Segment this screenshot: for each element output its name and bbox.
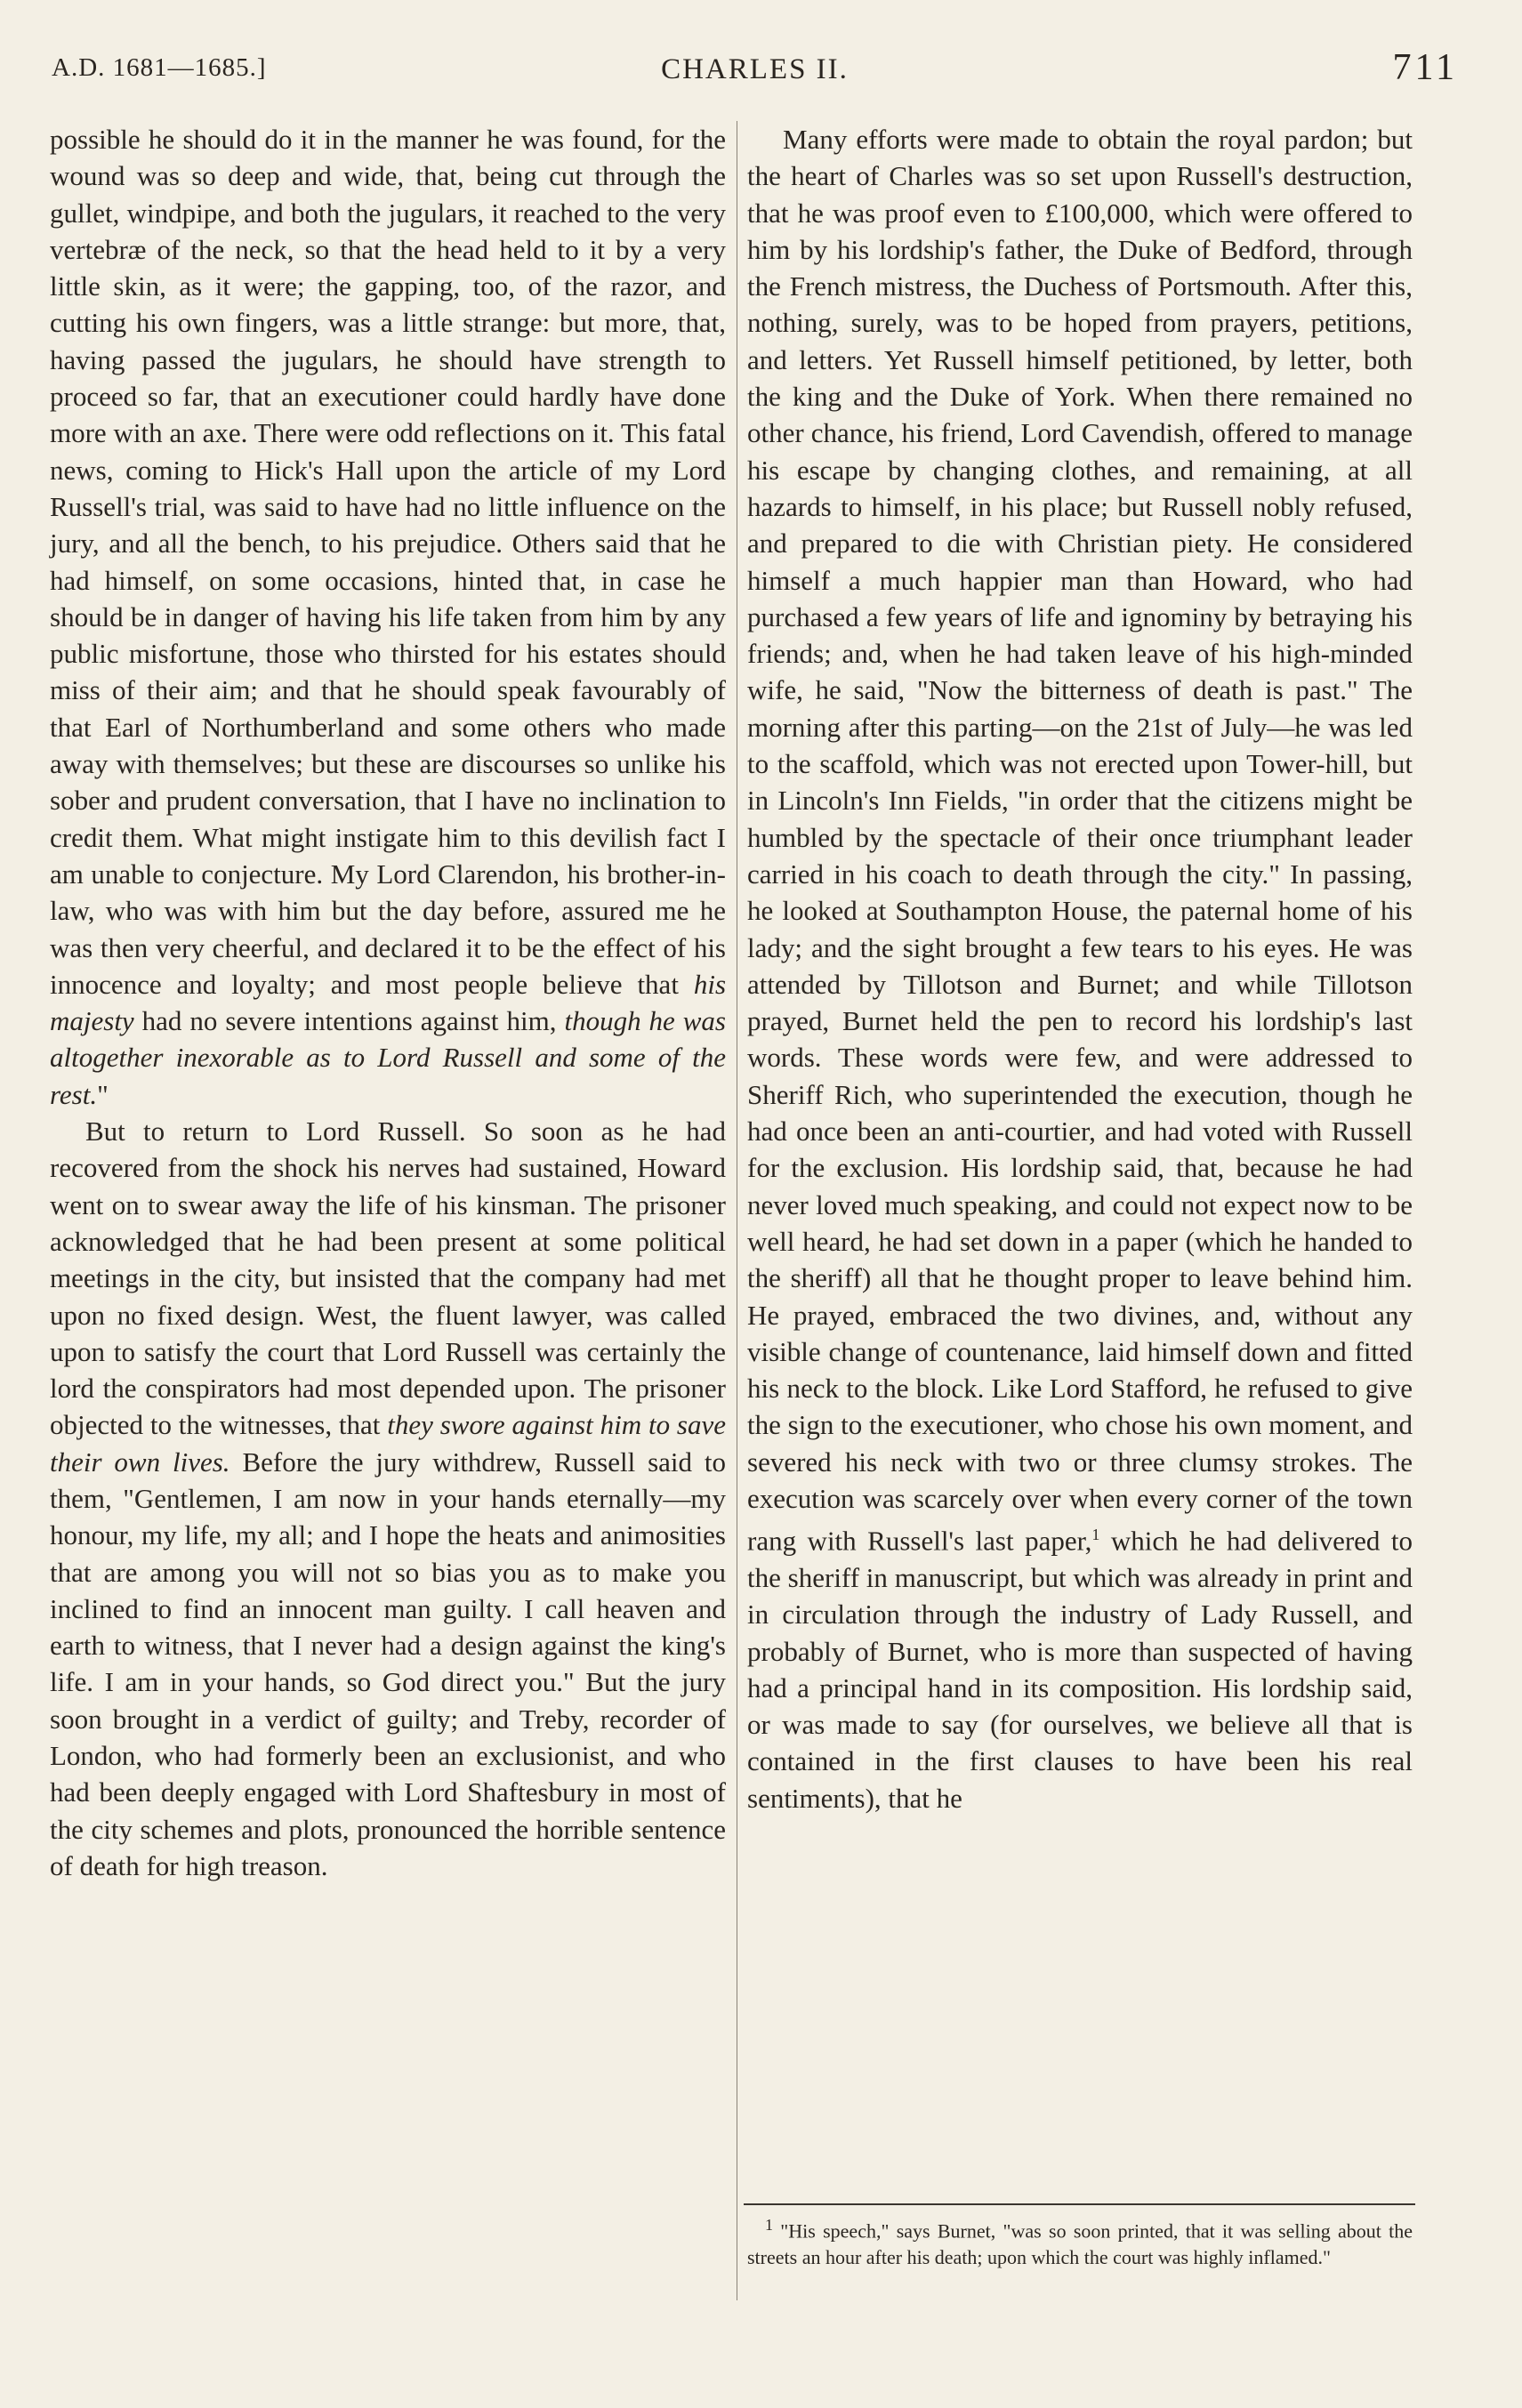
left-p1-closing-quote: " — [97, 1078, 109, 1110]
left-p1-text: possible he should do it in the manner he was found, for the wound was so deep and wide, that, being cut through the gullet, windpipe, and both the jugulars, it reached to the very vertebræ of the neck, so that the head held to it by a very little skin, as it were; the gapping, too, of the razor, and cutting his own fingers, was a little strange: but more, that, having passed the jugulars, he should have strength to proceed so far, that an executioner could hardly have done more with an axe. There were odd reflections on it. This fatal news, coming to Hick's Hall upon the article of my Lord Russell's trial, was said to have had no little influence on the jury, and all the bench, to his prejudice. Others said that he had himself, on some occasions, hinted that, in case he should be in danger of having his life taken from him by any public misfortune, those who thirsted for his estates should miss of their aim; and that he should speak favourably of that Earl of Northumberland and some others who made away with themselves; but these are discourses so unlike his sober and prudent conversation, that I have no inclination to credit them. What might instigate him to this devilish fact I am unable to conjecture. My Lord Clarendon, his brother-in-law, who was with him but the day before, assured me he was then very cheerful, and declared it to be the effect of his innocence and loyalty; and most people believe that — [50, 124, 726, 1000]
footnote-paragraph — [747, 2211, 1413, 2271]
footnote-divider — [744, 2203, 1415, 2205]
right-paragraph-1 — [747, 121, 1413, 1816]
left-p1-mid: had no severe intentions against him, — [141, 1005, 557, 1037]
footnote — [747, 2211, 1413, 2271]
footnote-marker: 1 — [765, 2216, 773, 2234]
running-head-date-range: A.D. 1681—1685.] — [52, 53, 267, 82]
left-p2-italic: they swore against him to save their own lives. — [50, 1409, 727, 1478]
footnote-reference: 1 — [1091, 1526, 1100, 1544]
right-p1-end: which he had delivered to the sheriff in manuscript, but which was already in print and in circulation through the industry of Lady Russell, and probably of Burnet, who is more than suspected of having had a principal hand in its composition. His lordship said, or was made to say (for ourselves, we believe all that is contained in the first clauses to have been his real sentiments), that he — [747, 1525, 1413, 1814]
left-p1-italic-2: though he was altogether inexorable as to Lord Russell and some of the rest. — [50, 1005, 726, 1110]
right-column — [747, 121, 1413, 1816]
running-head — [52, 46, 1458, 100]
left-p2-end: Before the jury withdrew, Russell said to them, "Gentlemen, I am now in your hands eternally—my honour, my life, my all; and I hope the heats and animosities that are among you will not so bias you as to make you inclined to find an innocent man guilty. I call heaven and earth to witness, that I never had a design against the king's life. I am in your hands, so God direct you." But the jury soon brought in a verdict of guilty; and Treby, recorder of London, who had formerly been an exclusionist, and who had been deeply engaged with Lord Shaftesbury in most of the city schemes and plots, pronounced the horrible sentence of death for high treason. — [50, 1446, 727, 1881]
running-head-title: CHARLES II. — [661, 53, 849, 85]
page-number: 711 — [1392, 47, 1458, 88]
left-paragraph-1 — [50, 121, 726, 1113]
left-paragraph-2 — [50, 1113, 726, 1884]
left-column — [50, 121, 726, 1884]
left-p2-text: But to return to Lord Russell. So soon as he had recovered from the shock his nerves had sustained, Howard went on to swear away the life of his kinsman. The prisoner acknowledged that he had been present at some political meetings in the city, but insisted that the company had met upon no fixed design. West, the fluent lawyer, was called upon to satisfy the court that Lord Russell was certainly the lord the conspirators had most depended upon. The prisoner objected to the witnesses, that — [50, 1115, 726, 1441]
left-p1-italic-1: his majesty — [50, 968, 727, 1037]
right-p1-text: Many efforts were made to obtain the royal pardon; but the heart of Charles was so set upon Russell's destruction, that he was proof even to £100,000, which were offered to him by his lordship's father, the Duke of Bedford, through the French mistress, the Duchess of Portsmouth. After this, nothing, surely, was to be hoped from prayers, petitions, and letters. Yet Russell himself petitioned, by letter, both the king and the Duke of York. When there remained no other chance, his friend, Lord Cavendish, offered to manage his escape by changing clothes, and remaining, at all hazards to himself, in his place; but Russell nobly refused, and prepared to die with Christian piety. He considered himself a much happier man than Howard, who had purchased a few years of life and ignominy by betraying his friends; and, when he had taken leave of his high-minded wife, he said, "Now the bitterness of death is past." The morning after this parting—on the 21st of July—he was led to the scaffold, which was not erected upon Tower-hill, but in Lincoln's Inn Fields, "in order that the citizens might be humbled by the spectacle of their once triumphant leader carried in his coach to death through the city." In passing, he looked at Southampton House, the paternal home of his lady; and the sight brought a few tears to his eyes. He was attended by Tillotson and Burnet; and while Tillotson prayed, Burnet held the pen to record his lordship's last words. These words were few, and were addressed to Sheriff Rich, who superintended the execution, though he had once been an anti-courtier, and had voted with Russell for the exclusion. His lordship said, that, because he had never loved much speaking, and could not expect now to be well heard, he had set down in a paper (which he handed to the sheriff) all that he thought proper to leave behind him. He prayed, embraced the two divines, and, without any visible change of countenance, laid himself down and fitted his neck to the block. Like Lord Stafford, he refused to give the sign to the executioner, who chose his own moment, and severed his neck with two or three clumsy strokes. The execution was scarcely over when every corner of the town rang with Russell's last paper, — [747, 124, 1413, 1557]
footnote-text: "His speech," says Burnet, "was so soon printed, that it was selling about the streets an hour after his death; upon which the court was highly inflamed." — [747, 2219, 1413, 2269]
